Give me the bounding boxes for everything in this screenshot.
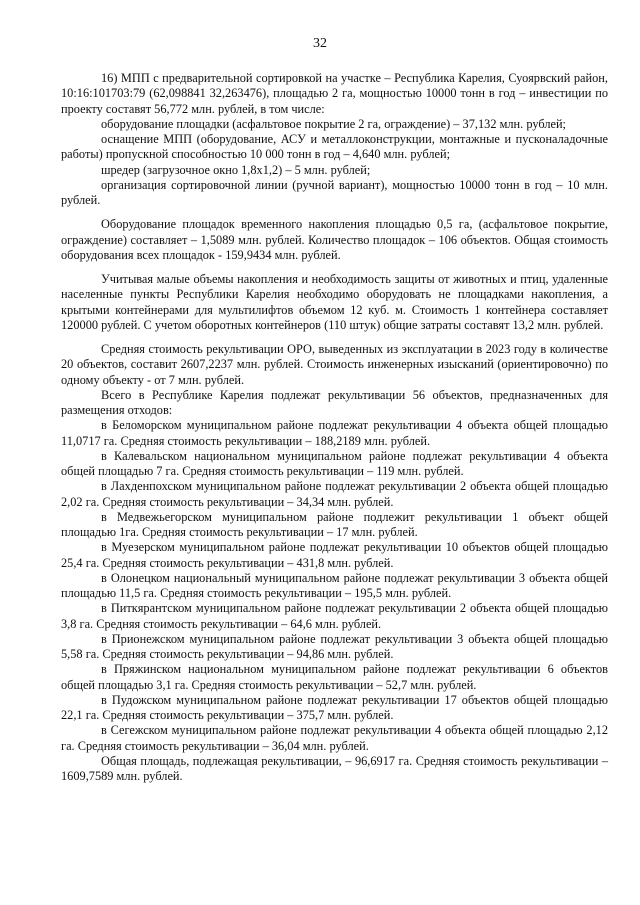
paragraph-sorting-line: организация сортировочной линии (ручной вариант), мощностью 10000 тонн в год – 10 млн. рублей. <box>61 177 608 207</box>
paragraph-district-pryazhinsky: в Пряжинском национальном муниципальном районе подлежат рекультивации 6 объектов общей площадью 3,1 га. Средняя стоимость рекультивации – 52,7 млн. рублей. <box>61 662 608 692</box>
paragraph-recultivation-2023: Средняя стоимость рекультивации ОРО, выведенных из эксплуатации в 2023 году в количестве 20 объектов, составит 2607,2237 млн. рублей. Стоимость инженерных изысканий (ориентировочно) по одному объекту - от 7 млн. рублей. <box>61 342 608 387</box>
page-number: 32 <box>313 36 327 51</box>
paragraph-district-segezhsky: в Сегежском муниципальном районе подлежат рекультивации 4 объекта общей площадью 2,12 га. Средняя стоимость рекультивации – 36,04 млн. рублей. <box>61 723 608 753</box>
paragraph-shredder: шредер (загрузочное окно 1,8х1,2) – 5 млн. рублей; <box>101 162 371 177</box>
paragraph-district-muezersky: в Муезерском муниципальном районе подлежат рекультивации 10 объектов общей площадью 25,4 га. Средняя стоимость рекультивации – 431,8 млн. рублей. <box>61 540 608 570</box>
paragraph-total-area: Общая площадь, подлежащая рекультивации, – 96,6917 га. Средняя стоимость рекультивации – 1609,7589 млн. рублей. <box>61 753 608 783</box>
paragraph-district-lakhdenpokhsky: в Лахденпохском муниципальном районе подлежат рекультивации 2 объекта общей площадью 2,02 га. Средняя стоимость рекультивации – 34,34 млн. рублей. <box>61 479 608 509</box>
paragraph-district-kalevalsky: в Калевальском национальном муниципальном районе подлежат рекультивации 4 объекта общей площадью 7 га. Средняя стоимость рекультивации – 119 млн. рублей. <box>61 448 608 478</box>
document-body <box>61 71 608 784</box>
paragraph-district-belomorsky: в Беломорском муниципальном районе подлежат рекультивации 4 объекта общей площадью 11,0717 га. Средняя стоимость рекультивации – 188,2189 млн. рублей. <box>61 418 608 448</box>
paragraph-district-olonetsky: в Олонецком национальный муниципальном районе подлежат рекультивации 3 объекта общей площадью 11,5 га. Средняя стоимость рекультивации – 195,5 млн. рублей. <box>61 570 608 600</box>
paragraph-containers: Учитывая малые объемы накопления и необходимость защиты от животных и птиц, удаленные населенные пункты Республики Карелия необходимо оборудовать не площадками накопления, а крытыми контейнерами для мультилифтов объемом 12 куб. м. Стоимость 1 контейнера составляет 120000 рублей. С учетом оборотных контейнеров (110 штук) общие затраты составят 13,2 млн. рублей. <box>61 272 608 332</box>
paragraph-district-pitkyarantsky: в Питкярантском муниципальном районе подлежат рекультивации 2 объекта общей площадью 3,8 га. Средняя стоимость рекультивации – 64,6 млн. рублей. <box>61 601 608 631</box>
paragraph-site-equipment: оборудование площадки (асфальтовое покрытие 2 га, ограждение) – 37,132 млн. рублей; <box>101 116 566 131</box>
paragraph-district-pudozhsky: в Пудожском муниципальном районе подлежат рекультивации 17 объектов общей площадью 22,1 га. Средняя стоимость рекультивации – 375,7 млн. рублей. <box>61 692 608 722</box>
paragraph-recultivation-total-intro: Всего в Республике Карелия подлежат рекультивации 56 объектов, предназначенных для размещения отходов: <box>61 387 608 417</box>
paragraph-temporary-storage: Оборудование площадок временного накопления площадью 0,5 га, (асфальтовое покрытие, ограждение) составляет – 1,5089 млн. рублей. Количество площадок – 106 объектов. Общая стоимость оборудования всех площадок - 159,9434 млн. рублей. <box>61 217 608 262</box>
paragraph-mpp-outfitting: оснащение МПП (оборудование, АСУ и металлоконструкции, монтажные и пусконаладочные работы) пропускной способностью 10 000 тонн в год – 4,640 млн. рублей; <box>61 132 608 162</box>
paragraph-district-medvezhyegorsky: в Медвежьегорском муниципальном районе подлежит рекультивации 1 объект общей площадью 1га. Средняя стоимость рекультивации – 17 млн. рублей. <box>61 509 608 539</box>
paragraph-mpp-project: 16) МПП с предварительной сортировкой на участке – Республика Карелия, Суоярвский район, 10:16:101703:79 (62,098841 32,263476), площадью 2 га, мощностью 10000 тонн в год – инвестиции по проекту составят 56,772 млн. рублей, в том числе: <box>61 71 608 116</box>
paragraph-district-prionezhsky: в Прионежском муниципальном районе подлежат рекультивации 3 объекта общей площадью 5,58 га. Средняя стоимость рекультивации – 94,86 млн. рублей. <box>61 631 608 661</box>
